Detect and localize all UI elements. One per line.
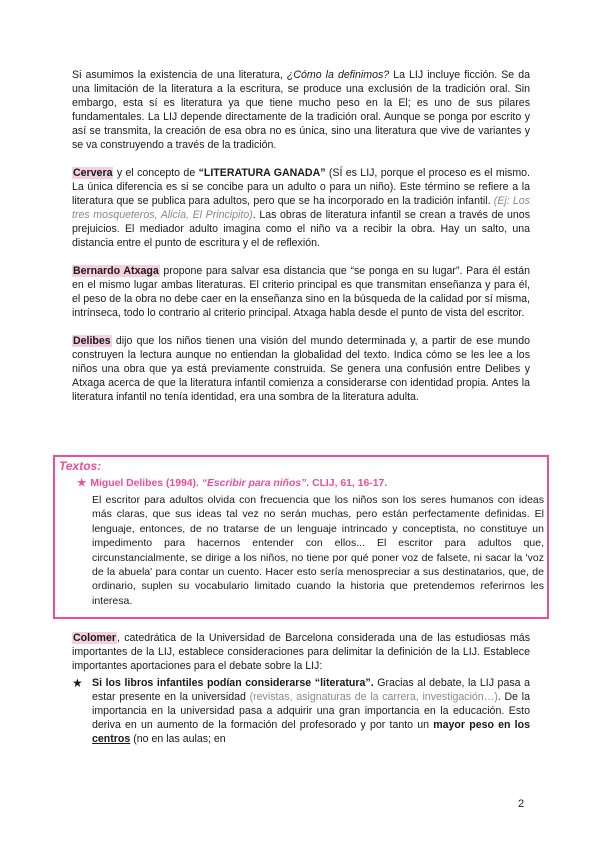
box-title: Textos:	[59, 459, 102, 473]
name-highlight: Cervera	[73, 167, 113, 179]
paragraph-colomer: Colomer, catedrática de la Universidad de Barcelona considerada una de las estudiosas más importantes de la LIJ, establece consideraciones para delimitar la definición de la LIJ. Establece importantes aportaciones para el debate sobre la LIJ:	[72, 632, 530, 672]
lower-text	[72, 631, 530, 746]
texts-box	[53, 455, 549, 619]
concept: “LITERATURA GANADA”	[198, 167, 326, 179]
question: ¿Cómo la definimos?	[286, 69, 390, 81]
name-highlight: Colomer	[73, 632, 116, 644]
star-icon: ★	[77, 478, 87, 489]
paragraph-cervera: Cervera y el concepto de “LITERATURA GANADA” (SÍ es LIJ, porque el proceso es el mismo. La única diferencia es si se concibe para un adulto o para un niño). Este término se refiere a la literatura que se publica para adultos, pero que se ha incorporado en la tradición infantil. (Ej: Los tres mosqueteros, Alicia, El Principito). Las obras de literatura infantil se crean a través de unos prejuicios. El mediador adulto imagina como el niño va a recibir la obra. Hay un salto, una distancia entre el punto de escritura y el de reflexión.	[72, 167, 530, 249]
paragraph-atxaga: Bernardo Atxaga propone para salvar esa distancia que “se ponga en su lugar”. Para él están en el mismo lugar ambas literaturas. El criterio principal es que transmitan enseñanza y para él, el peso de la obra no debe caer en la enseñanza sino en la búsqueda de la calidad por sí misma, intrínseca, todo lo contrario al criterio principal. Atxaga habla desde el punto de vista del escritor.	[72, 265, 531, 319]
quote-text: El escritor para adultos olvida con frecuencia que los niños son los seres humanos con ideas más claras, que sus ideas tal vez no serán muchas, pero están perfectamente definidas. El lenguaje, entonces, de no tratarse de un lenguaje intrincado y conceptista, no constituye un impedimento para hacernos entender con ellos... El escritor para adultos que, circunstancialmente, se dirige a los niños, no tiene por qué poner voz de falsete, ni sacar la 'voz de la abuela' para contar un cuento. Hacer esto sería menospreciar a sus destinatarios, que, de ordinario, suplen su vocabulario limitado cuando la historia que pretendemos referirnos les interesa.	[92, 494, 544, 607]
main-text	[72, 68, 530, 404]
reference: ★ Miguel Delibes (1994). “Escribir para niños”. CLIJ, 61, 16-17.	[77, 478, 388, 489]
paragraph-delibes: Delibes dijo que los niños tienen una visión del mundo determinada y, a partir de ese mundo construyen la lectura aunque no entiendan la globalidad del texto. Indica cómo se les lee a los niños una obra que ya está previamente construida. Se genera una confusión entre Delibes y Atxaga acerca de que la literatura infantil comienza a considerarse con identidad propia. Antes la literatura infantil no tenía identidad, era una sombra de la literatura adulta.	[72, 335, 530, 403]
list-item: ★ Si los libros infantiles podían considerarse “literatura”. Gracias al debate, la LIJ pasa a estar presente en la universidad (revistas, asignaturas de la carrera, investigación…). De la importancia en la universidad pasa a adquirir una gran importancia en la educación. Esto deriva en un aumento de la formación del profesorado y por tanto un mayor peso en los centros (no en las aulas; en	[72, 676, 530, 745]
name-highlight: Bernardo Atxaga	[73, 265, 159, 277]
examples: (Ej: Los tres mosqueteros, Alicia, El Principito)	[72, 195, 530, 221]
paragraph-1: Si asumimos la existencia de una literatura, ¿Cómo la definimos? La LIJ incluye ficción. Se da una limitación de la literatura a la escritura, se produce una exclusión de la tradición oral. Sin embargo, esta sí es literatura ya que tiene mucho peso en la El; es uno de sus pilares fundamentales. La LIJ depende directamente de la tradición oral. Aunque se ponga por escrito y así se transmita, la creación de esa obra no es única, sino una literatura que vive de variantes y se va construyendo a través de la tradición.	[72, 69, 530, 151]
star-icon: ★	[72, 676, 83, 690]
page-number: 2	[518, 798, 525, 810]
name-highlight: Delibes	[73, 335, 111, 347]
